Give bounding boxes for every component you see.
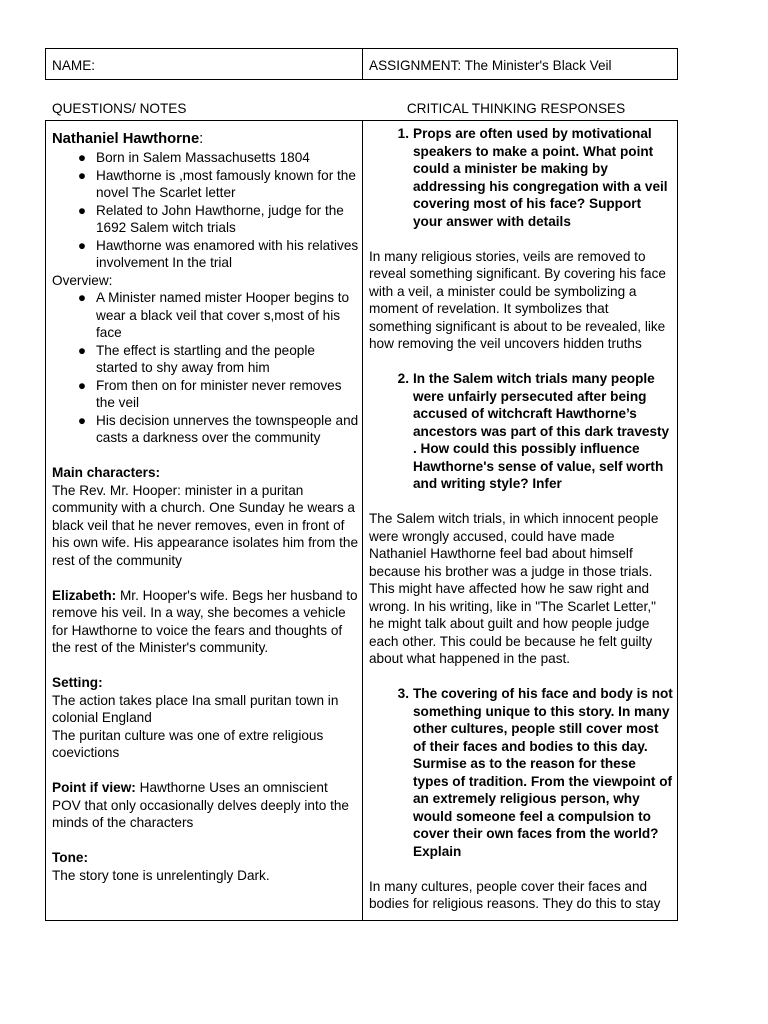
question-item	[397, 370, 673, 493]
elizabeth-section	[52, 587, 359, 657]
list-item	[77, 289, 359, 342]
question-number: 3.	[397, 686, 409, 701]
spacer	[369, 493, 673, 511]
main-characters-label: Main characters:	[52, 465, 161, 480]
question-item	[397, 125, 673, 230]
question-text: In the Salem witch trials many people were unfairly persecuted after being accused of witchcraft Hawthorne’s ancestors was part of this dark travesty . How could this possibly influence Hawthorne's sense of value, self worth and writing style? Infer	[413, 371, 670, 491]
main-characters-section	[52, 464, 359, 482]
bullet-icon: ●	[77, 237, 87, 253]
question-number: 1.	[397, 126, 409, 141]
elizabeth-text: Mr. Hooper's wife. Begs her husband to remove his veil. In a way, she becomes a vehicle for Hawthorne to voice the fears and thoughts of the rest of the Minister's community.	[52, 587, 358, 655]
question-1	[369, 125, 673, 230]
question-2	[369, 370, 673, 493]
question-item	[397, 685, 673, 860]
main-characters-text: The Rev. Mr. Hooper: minister in a puritan community with a church. One Sunday he wears a black veil that he never removes, even in front of his own wife. His appearance isolates him from the rest of the community	[52, 482, 358, 568]
author-heading	[52, 130, 359, 149]
pov-label: Point if view:	[52, 780, 136, 795]
list-item-text: Born in Salem Massachusetts 1804	[96, 150, 310, 165]
setting-text-2: The puritan culture was one of extre religious coevictions	[52, 727, 324, 760]
question-3	[369, 685, 673, 860]
pov-section	[52, 779, 359, 832]
author-colon: :	[199, 131, 204, 147]
spacer	[52, 762, 359, 780]
spacer	[369, 668, 673, 686]
list-item	[77, 167, 359, 202]
setting-label: Setting:	[52, 675, 103, 690]
notes-column-heading: QUESTIONS/ NOTES	[52, 101, 187, 116]
setting-text-1: The action takes place Ina small puritan town in colonial England	[52, 692, 339, 725]
spacer	[369, 353, 673, 371]
spacer	[369, 230, 673, 248]
spacer	[52, 832, 359, 850]
list-item-text: The effect is startling and the people started to shy away from him	[96, 342, 315, 375]
author-facts-list	[52, 149, 359, 272]
list-item	[77, 149, 359, 167]
list-item-text: A Minister named mister Hooper begins to wear a black veil that cover s,most of his face	[96, 290, 350, 340]
list-item	[77, 377, 359, 412]
question-text: Props are often used by motivational speakers to make a point. What point could a minister be making by addressing his congregation with a veil covering most of his face? Support your answer with details	[413, 126, 668, 229]
name-field[interactable]	[46, 49, 363, 79]
tone-text: The story tone is unrelentingly Dark.	[52, 867, 270, 883]
bullet-icon: ●	[77, 412, 87, 428]
bullet-icon: ●	[77, 290, 87, 305]
spacer	[52, 657, 359, 675]
answer-3[interactable]: In many cultures, people cover their faces and bodies for religious reasons. They do this to stay	[369, 878, 661, 911]
list-item-text: Hawthorne was enamored with his relatives involvement In the trial	[96, 237, 359, 270]
name-label: NAME:	[52, 58, 96, 73]
bullet-icon: ●	[77, 150, 87, 165]
list-item-text: Related to John Hawthorne, judge for the 1692 Salem witch trials	[96, 202, 344, 235]
pov-text: Hawthorne Uses an omniscient POV that only occasionally delves deeply into the minds of the characters	[52, 780, 349, 830]
responses-cell	[363, 121, 677, 920]
overview-label: Overview:	[52, 272, 113, 288]
list-item-text: Hawthorne is ,most famously known for the novel The Scarlet letter	[96, 167, 356, 200]
tone-section	[52, 849, 359, 867]
notes-responses-table	[45, 120, 678, 921]
list-item-text: From then on for minister never removes the veil	[96, 377, 342, 410]
bullet-icon: ●	[77, 167, 87, 183]
list-item	[77, 202, 359, 237]
tone-label: Tone:	[52, 850, 88, 865]
elizabeth-label: Elizabeth:	[52, 587, 117, 603]
question-text: The covering of his face and body is not something unique to this story. In many other cultures, people still cover most of their faces and bodies to this day. Surmise as to the reason for these types of tradition. From the viewpoint of an extremely religious person, why would someone feel a compulsion to cover their own faces from the world? Explain	[413, 686, 673, 859]
notes-cell	[46, 121, 363, 920]
list-item	[77, 342, 359, 377]
bullet-icon: ●	[77, 202, 87, 218]
setting-section	[52, 674, 359, 692]
overview-list	[52, 289, 359, 447]
spacer	[52, 447, 359, 465]
spacer	[52, 569, 359, 587]
assignment-label: ASSIGNMENT: The Minister's Black Veil	[369, 58, 612, 73]
list-item	[77, 412, 359, 447]
answer-2[interactable]: The Salem witch trials, in which innocent people were wrongly accused, could have made Nathaniel Hawthorne feel bad about himself because his brother was a judge in those trials. This might have affected how he saw right and wrong. In his writing, like in "The Scarlet Letter," he might talk about guilt and how people judge each other. This could be because he felt guilty about what happened in the past.	[369, 511, 659, 666]
bullet-icon: ●	[77, 342, 87, 358]
responses-column-heading: CRITICAL THINKING RESPONSES	[406, 101, 626, 116]
spacer	[369, 860, 673, 878]
header-table	[45, 48, 678, 80]
bullet-icon: ●	[77, 377, 87, 393]
author-name: Nathaniel Hawthorne	[52, 131, 200, 147]
answer-1[interactable]: In many religious stories, veils are removed to reveal something significant. By covering his face with a veil, a minister could be symbolizing a moment of revelation. It symbolizes that something significant is about to be revealed, like how removing the veil uncovers hidden truths	[369, 248, 666, 351]
question-number: 2.	[397, 371, 409, 386]
list-item-text: His decision unnerves the townspeople and casts a darkness over the community	[96, 412, 359, 445]
list-item	[77, 237, 359, 272]
assignment-cell	[363, 49, 677, 79]
